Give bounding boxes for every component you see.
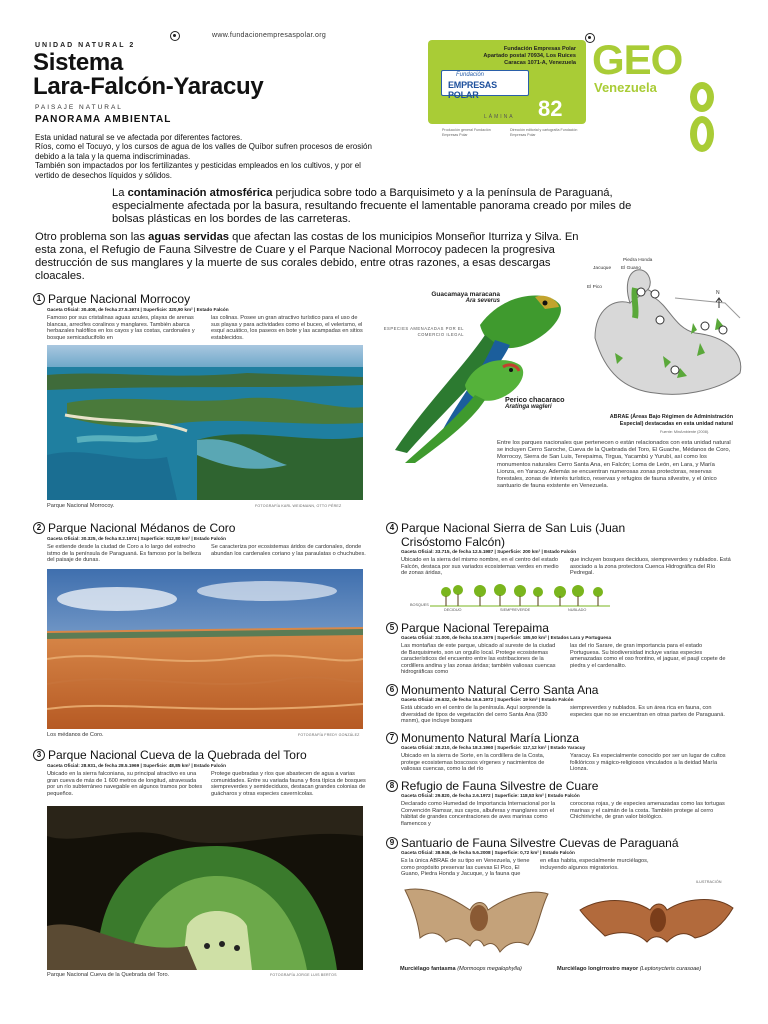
map-north: N — [716, 290, 720, 296]
section-8-meta: Gaceta Oficial: 29.820, de fecha 2.6.1972 | Superficie: 118,53 km² | Estado Falcón — [401, 793, 580, 798]
section-5-heading: 5 Parque Nacional Terepaima — [386, 621, 726, 635]
section-8-text: Declarado como Humedad de Importancia Internacional por la Convención Ramsar, sus cayos, albuferas y manglares son el hábitat de grandes concentraciones de aves marinas como flamencos y corocoras rojas, y de especies amenazadas como las tortugas marinas y el caimán de la costa. También protege al cerro Chichiriviche, de gran valor biológico. — [401, 801, 725, 827]
bats-note: ILUSTRACIÓN — [696, 880, 722, 884]
section-5-text: Las montañas de este parque, ubicado al sureste de la ciudad de Barquisimeto, son un orgullo local. Protege ecosistemas característicos del encuentro entre las estribaciones de la cordillera andina y las zonas áridas; también valiosas cuencas hidrográficas como las del río Sarare, de gran importancia para el estado Portuguesa. Su biodiversidad incluye varias especies amenazadas como el oso frontino, el jaguar, el paují copete de piedra y el cardenalito. — [401, 643, 726, 676]
medanos-photo — [47, 569, 363, 729]
bat-2-caption: Murciélago longirrostro mayor (Leptonycteris curasoae) — [557, 966, 702, 972]
amenazadas-label: ESPECIES AMENAZADAS POR EL COMERCIO ILEGAL — [383, 326, 464, 337]
map-el-pico: El Pico — [587, 285, 602, 290]
lamina-number: 82 — [538, 96, 563, 121]
section-8-heading: 8 Refugio de Fauna Silvestre de Cuare — [386, 779, 726, 793]
website-url[interactable]: www.fundacionempresaspolar.org — [212, 32, 327, 39]
map-piedra-honda: Piedra Honda — [623, 258, 653, 263]
section-6-meta: Gaceta Oficial: 29.632, de fecha 16.6.1972 | Superficie: 19 km² | Estado Falcón — [401, 697, 574, 702]
polar-address: Fundación Empresas Polar Apartado postal 70934, Los Ruices Caracas 1071-A, Venezuela — [483, 46, 576, 66]
target-icon-top — [170, 31, 180, 41]
map-source: Fuente: MinAmbiente (2008). — [660, 430, 710, 434]
bat-1-illustration — [400, 880, 550, 965]
section-1-caption: Parque Nacional Morrocoy. — [47, 503, 115, 509]
guacamaya-label: Guacamaya maracana Ara severus — [431, 291, 500, 304]
credits-left: Producción general Fundación Empresas Polar — [442, 128, 491, 137]
parrots-illustration — [385, 285, 575, 465]
map-legend: ABRAE (Áreas Bajo Régimen de Administración Especial) destacadas en esta unidad natural — [609, 414, 733, 427]
bat-2-illustration — [575, 880, 735, 965]
map-el-guano: El Guano — [621, 266, 642, 271]
cueva-photo — [47, 806, 363, 970]
intro-paragraph: Esta unidad natural se ve afectada por diferentes factores. Ríos, como el Tocuyo, y los cursos de agua de los valles de Quíbor sufren procesos de erosión debido a la tala y la quema indiscriminadas. También son impactados por los fertilizantes y pesticidas empleados en los cultivos, y por el vertido de desechos líquidos y sólidos. — [35, 133, 372, 180]
section-2-heading: 2 Parque Nacional Médanos de Coro — [33, 521, 373, 535]
section-9-meta: Gaceta Oficial: 38.946, de fecha 5.6.2008 | Superficie: 0,72 km² | Estado Falcón — [401, 850, 575, 855]
section-6-heading: 6 Monumento Natural Cerro Santa Ana — [386, 683, 726, 697]
section-6-text: Está ubicado en el centro de la península. Aquí sorprende la diversidad de tipos de vegetación del cerro Santa Ana (830 msnm), que incluye bosques siempreverdes y nublados. Es un área rica en fauna, con especies que no se encuentran en otras partes de Paraguaná. — [401, 705, 725, 725]
section-1-credit: FOTOGRAFÍA KARL WEIDMANN, OTTO PÉREZ — [255, 504, 342, 508]
sierra-vegetation-illustration: BOSQUES DECIDUO SIEMPREVERDE NUBLADO — [410, 582, 630, 612]
geo-logo: GEO Venezuela — [590, 40, 734, 158]
bat-1-caption: Murciélago fantasma (Mormoops megalophylla) — [400, 966, 522, 972]
region-map — [575, 258, 755, 408]
perico-label: Perico chacaraco Aratinga wagleri — [505, 395, 565, 410]
credits-right: Dirección editorial y cartografía Fundación Empresas Polar — [510, 128, 578, 137]
section-1-meta: Gaceta Oficial: 30.408, de fecha 27.5.1974 | Superficie: 320,90 km² | Estado Falcón — [47, 307, 229, 312]
abrae-text: Entre los parques nacionales que pertenecen o están relacionados con esta unidad natural se incluyen Cerro Saroche, Cueva de la Quebrada del Toro, El Guache, Médanos de Coro, Morrocoy, Sierra de San Luis, Terepaima, Tirgua, Yacambú y Yurubí, así como los monumentos naturales Cerro Santa Ana, en Falcón; Loma de León, en Lara, y María Lionza, en Yaracuy. Además se encuentran numerosas zonas protectoras, reservas forestales, zonas de interés turístico, reservas y refugios de fauna silvestre, y el único santuario de fauna existente en Venezuela. — [497, 440, 731, 490]
section-7-text: Ubicado en la sierra de Sorte, en la cordillera de la Costa, protege ecosistemas boscosos vírgenes y nacimientos de valiosas cuencas, como la del río Yaracuy. Es especialmente conocido por ser un lugar de cultos folklóricos y mágico-religiosos vinculados a la deidad María Lionza. — [401, 753, 726, 773]
panorama-heading: PANORAMA AMBIENTAL — [35, 114, 172, 125]
section-7-heading: 7 Monumento Natural María Lionza — [386, 731, 726, 745]
contaminacion-paragraph: La contaminación atmosférica perjudica sobre todo a Barquisimeto y a la península de Paraguaná, especialmente afectada por la basura, resultando frecuente el lamentable panorama creado por miles de bolsas plásticas en los bordes de las carreteras. — [112, 187, 632, 225]
section-2-credit: FOTOGRAFÍA FREDY GONZÁLEZ — [298, 733, 360, 737]
section-2-meta: Gaceta Oficial: 30.325, de fecha 8.2.1974 | Superficie: 912,80 km² | Estado Falcón — [47, 536, 227, 541]
unit-label: UNIDAD NATURAL 2 — [35, 42, 136, 49]
lamina-label: LÁMINA — [484, 114, 515, 120]
section-7-meta: Gaceta Oficial: 28.210, de fecha 18.3.1960 | Superficie: 117,12 km² | Estado Yaracuy — [401, 745, 586, 750]
page-title-line1: Sistema — [33, 49, 123, 76]
section-4-text: Ubicado en la sierra del mismo nombre, en el centro del estado Falcón, destaca por sus variados ecosistemas verdes en medio de zonas áridas, que incluyen bosques deciduos, siempreverdes y nublados. Está asociado a la zona protectora Cuenca Hidrográfica del Río Pedregal. — [401, 557, 731, 577]
paisaje-label: PAISAJE NATURAL — [35, 104, 123, 111]
section-3-credit: FOTOGRAFÍA JORGE LUIS BERTOS — [270, 973, 337, 977]
section-3-text: Ubicado en la sierra falconiana, su principal atractivo es una gran cueva de más de 1 600 metros de longitud, atravesada por un río subterráneo navegable en algunos tramos por botes pequeños. Protege quebradas y ríos que abastecen de agua a varias comunidades. Entre su variada fauna y flora típica de bosques siempreverdes y semideciduos, destacan grandes colonias de guácharos y otras especies cavernícolas. — [47, 771, 366, 797]
section-2-text: Se extiende desde la ciudad de Coro a lo largo del estrecho istmo de la península de Paraguaná. Es famoso por la belleza del paisaje de dunas. Se caracteriza por ecosistemas áridos de cardonales, donde abundan los cardenales coriano y las paraulatas o chuchubes. — [47, 544, 366, 564]
page-title-line2: Lara-Falcón-Yaracuy — [33, 73, 264, 100]
section-9-heading: 9 Santuario de Fauna Silvestre Cuevas de Paraguaná — [386, 836, 731, 850]
section-1-text: Famoso por sus cristalinas aguas azules, playas de arenas blancas, arrecifes coralinos y manglares. También abarca herbazales halófilos en los cayos y las costas, cardonales y bosque semicaducifolio en las colinas. Posee un gran atractivo turístico para el uso de sus playas y para actividades como el buceo, el velerismo, el esquí acuático, los paseos en bote y las acampadas en sitios establecidos. — [47, 315, 363, 341]
section-3-meta: Gaceta Oficial: 28.931, de fecha 28.5.1969 | Superficie: 48,85 km² | Estado Falcón — [47, 763, 227, 768]
section-5-meta: Gaceta Oficial: 31.000, de fecha 10.6.1976 | Superficie: 185,50 km² | Estados Lara y Portuguesa — [401, 635, 612, 640]
section-2-caption: Los médanos de Coro. — [47, 732, 104, 738]
morrocoy-photo — [47, 345, 363, 500]
section-4-heading: 4 Parque Nacional Sierra de San Luis (Juan Crisóstomo Falcón) — [386, 521, 626, 549]
polar-logo: Fundación EMPRESAS POLAR — [441, 70, 529, 96]
section-3-caption: Parque Nacional Cueva de la Quebrada del Toro. — [47, 972, 170, 978]
section-9-text: Es la única ABRAE de su tipo en Venezuela, y tiene como propósito preservar las cuevas El Pico, El Guano, Piedra Honda y Jacuque, y la fauna que en ellas habita, especialmente murciélagos, incluyendo algunos migratorios. — [401, 858, 649, 878]
map-jacuque: Jacuque — [593, 266, 612, 271]
section-3-heading: 3 Parque Nacional Cueva de la Quebrada del Toro — [33, 748, 378, 762]
section-1-heading: 1 Parque Nacional Morrocoy — [33, 292, 373, 306]
aguas-paragraph: Otro problema son las aguas servidas que afectan las costas de los municipios Monseñor Iturriza y Silva. En esta zona, el Refugio de Fauna Silvestre de Cuare y el Parque Nacional Morrocoy padecen la progresiva destrucción de sus manglares y la muerte de sus corales debido, entre otras razones, a esas descargas cloacales. — [35, 231, 579, 282]
section-4-meta: Gaceta Oficial: 33.715, de fecha 12.5.1987 | Superficie: 200 km² | Estado Falcón — [401, 549, 577, 554]
